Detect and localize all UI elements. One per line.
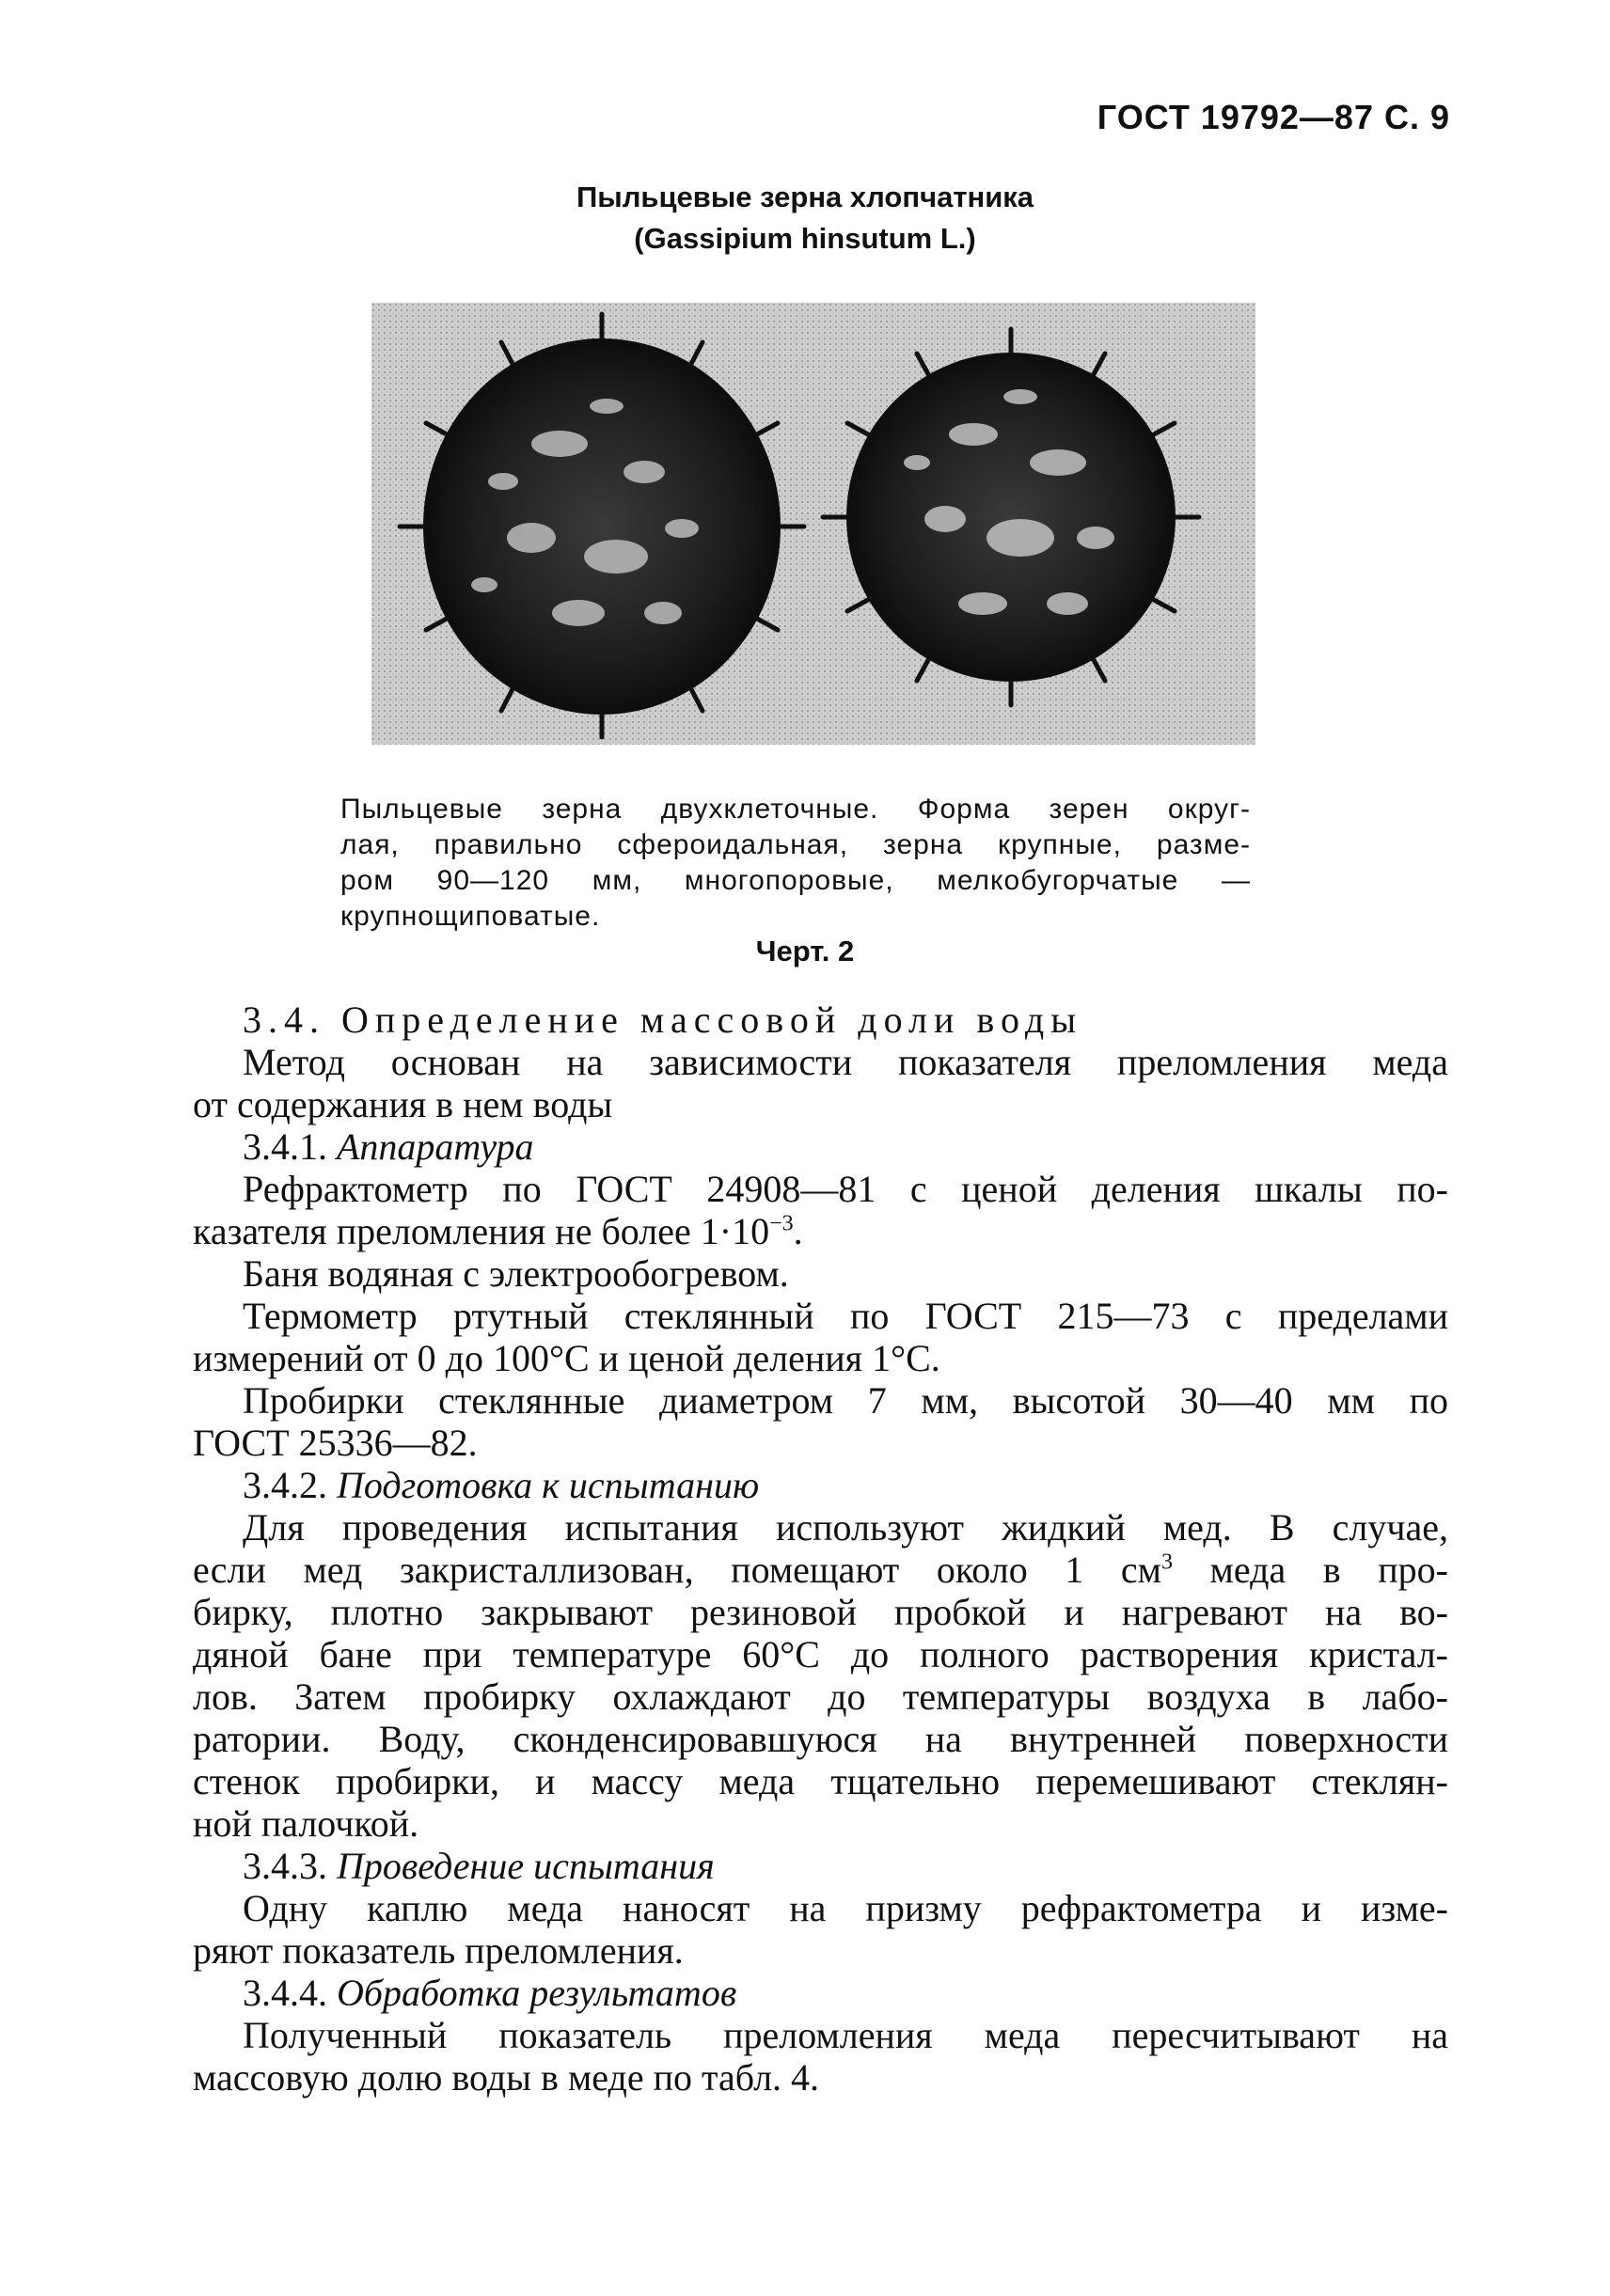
paragraph-line: бирку, плотно закрывают резиновой пробкой и нагревают на во- — [193, 1591, 1448, 1633]
figure-title: Пыльцевые зерна хлопчатника — [576, 181, 1034, 213]
paragraph-line: Одну каплю меда наносят на призму рефрактометра и изме- — [243, 1887, 1448, 1929]
document-body — [193, 999, 1448, 2099]
figure-subtitle-latin: (Gassipium hinsutum L.) — [634, 222, 976, 255]
paragraph-line: Метод основан на зависимости показателя преломления меда — [243, 1041, 1448, 1083]
subsection-title — [193, 1845, 1448, 1887]
paragraph-line: Для проведения испытания используют жидкий мед. В случае, — [243, 1506, 1448, 1549]
caption-line: Пыльцевые зерна двухклеточные. Форма зерен округ- — [340, 794, 1251, 825]
paragraph-line: Баня водяная с электрообогревом. — [243, 1252, 789, 1295]
subsection-number: 3.4.4. — [243, 1972, 327, 2014]
subsection-number: 3.4.3. — [243, 1845, 327, 1887]
pollen-grains-photo — [371, 303, 1255, 745]
paragraph-line: Полученный показатель преломления меда пересчитывают на — [243, 2014, 1448, 2056]
paragraph-line: ратории. Воду, сконденсировавшуюся на внутренней поверхности — [193, 1718, 1448, 1760]
paragraph-line: ной палочкой. — [193, 1802, 419, 1845]
subsection-number: 3.4.2. — [243, 1464, 327, 1506]
paragraph-line: Рефрактометр по ГОСТ 24908—81 с ценой деления шкалы по- — [243, 1168, 1448, 1210]
section-heading: 3.4. Определение массовой доли воды — [243, 999, 1083, 1041]
paragraph-line: если мед закристаллизован, помещают около 1 $см^3$ меда в про- — [193, 1549, 1449, 1591]
caption-line: ром 90—120 мм, многопоровые, мелкобугорчатые — — [340, 865, 1251, 896]
caption-line: крупнощиповатые. — [340, 901, 601, 932]
paragraph-line: Термометр ртутный стеклянный по ГОСТ 215—73 с пределами — [243, 1295, 1448, 1337]
subsection-name: Проведение испытания — [337, 1845, 715, 1887]
subsection-number: 3.4.1. — [243, 1125, 327, 1168]
paragraph-line: дяной бане при температуре 60°С до полного растворения кристал- — [193, 1633, 1448, 1675]
paragraph-line: ряют показатель преломления. — [193, 1929, 684, 1972]
paragraph-line: измерений от 0 до 100°С и ценой деления 1°С. — [193, 1337, 940, 1379]
figure-caption — [340, 792, 1251, 935]
page-header-code: ГОСТ 19792—87 С. 9 — [1097, 98, 1450, 136]
paragraph-line: от содержания в нем воды — [193, 1083, 613, 1125]
subsection-title — [193, 1125, 1448, 1168]
subsection-title — [193, 1972, 1448, 2014]
paragraph-line: лов. Затем пробирку охлаждают до температуры воздуха в лабо- — [193, 1675, 1448, 1718]
paragraph-line: Пробирки стеклянные диаметром 7 мм, высотой 30—40 мм по — [243, 1379, 1448, 1422]
paragraph-line: казателя преломления не более $1\cdot 10^{-3}$. — [193, 1210, 803, 1252]
subsection-name: Аппаратура — [337, 1125, 534, 1168]
caption-line: лая, правильно сфероидальная, зерна крупные, разме- — [340, 829, 1251, 860]
paragraph-line: ГОСТ 25336—82. — [193, 1422, 478, 1464]
paragraph-line: массовую долю воды в меде по табл. 4. — [193, 2056, 820, 2099]
subsection-title — [193, 1464, 1448, 1506]
figure-label: Черт. 2 — [755, 935, 855, 967]
subsection-name: Обработка результатов — [337, 1972, 737, 2014]
subsection-name: Подготовка к испытанию — [337, 1464, 760, 1506]
paragraph-line: стенок пробирки, и массу меда тщательно перемешивают стеклян- — [193, 1760, 1448, 1802]
